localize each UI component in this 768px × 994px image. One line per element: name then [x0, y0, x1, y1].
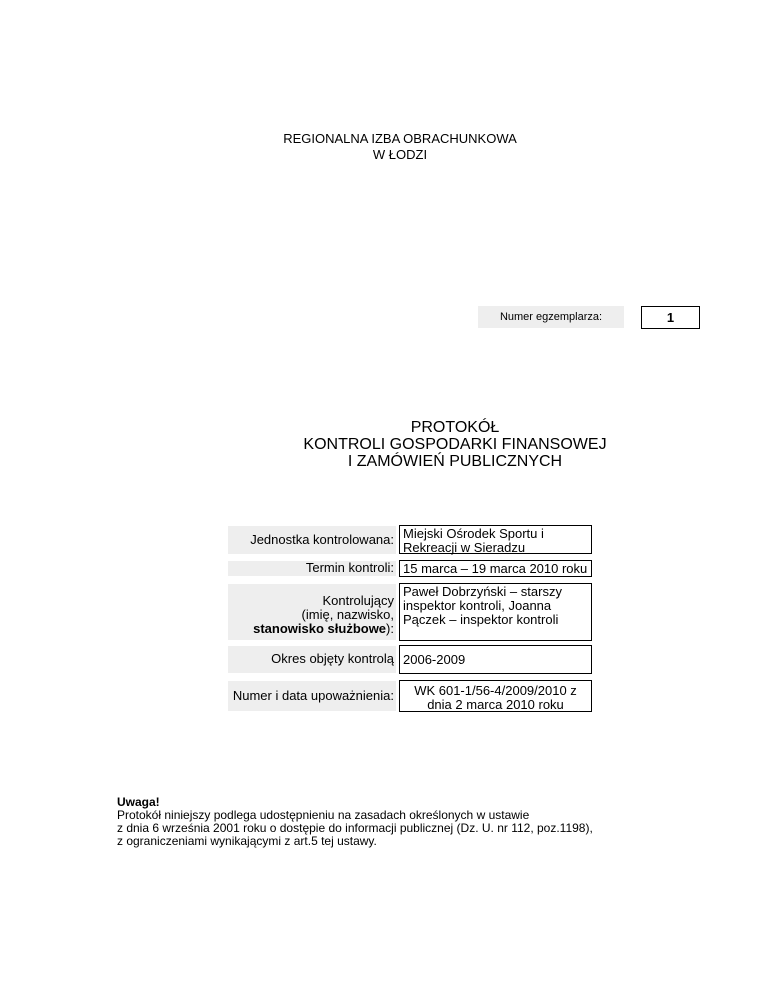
- note-line-2: z dnia 6 września 2001 roku o dostępie do informacji publicznej (Dz. U. nr 112, poz.1198),: [117, 821, 593, 835]
- term-label: Termin kontroli:: [305, 560, 394, 575]
- institution-city: W ŁODZI: [372, 147, 428, 162]
- copy-number-value: 1: [641, 306, 700, 329]
- period-label: Okres objęty kontrolą: [271, 651, 394, 666]
- note-heading: Uwaga!: [117, 795, 160, 809]
- inspectors-label-cell: [228, 584, 396, 640]
- inspectors-label-line1: Kontrolujący: [322, 593, 394, 608]
- institution-name: REGIONALNA IZBA OBRACHUNKOWA: [283, 131, 517, 146]
- title-line-3: I ZAMÓWIEŃ PUBLICZNYCH: [347, 453, 563, 470]
- inspectors-label-line2: (imię, nazwisko,: [301, 607, 394, 622]
- period-value: 2006-2009: [399, 645, 592, 674]
- unit-label-cell: [228, 526, 396, 554]
- copy-number-label: Numer egzemplarza:: [478, 306, 624, 328]
- publication-note: [117, 796, 677, 848]
- title-line-1: PROTOKÓŁ: [410, 419, 500, 436]
- term-label-cell: [228, 561, 396, 576]
- authorization-value: WK 601-1/56-4/2009/2010 z dnia 2 marca 2010 roku: [399, 680, 592, 712]
- term-value: 15 marca – 19 marca 2010 roku: [399, 560, 592, 577]
- title-line-2: KONTROLI GOSPODARKI FINANSOWEJ: [303, 436, 607, 453]
- authorization-label: Numer i data upoważnienia:: [232, 688, 394, 703]
- note-line-1: Protokół niniejszy podlega udostępnieniu na zasadach określonych w ustawie: [117, 808, 530, 822]
- unit-value: Miejski Ośrodek Sportu i Rekreacji w Sieradzu: [399, 525, 592, 554]
- inspectors-value: Paweł Dobrzyński – starszy inspektor kontroli, Joanna Pączek – inspektor kontroli: [399, 583, 592, 641]
- inspectors-label-line3: stanowisko służbowe):: [253, 621, 394, 636]
- document-title: [0, 419, 768, 470]
- period-label-cell: [228, 646, 396, 673]
- unit-label: Jednostka kontrolowana:: [250, 532, 394, 547]
- job-title-emphasis: stanowisko służbowe: [253, 621, 387, 636]
- institution-header: [0, 131, 768, 163]
- note-line-3: z ograniczeniami wynikającymi z art.5 tej ustawy.: [117, 834, 377, 848]
- authorization-label-cell: [228, 681, 396, 711]
